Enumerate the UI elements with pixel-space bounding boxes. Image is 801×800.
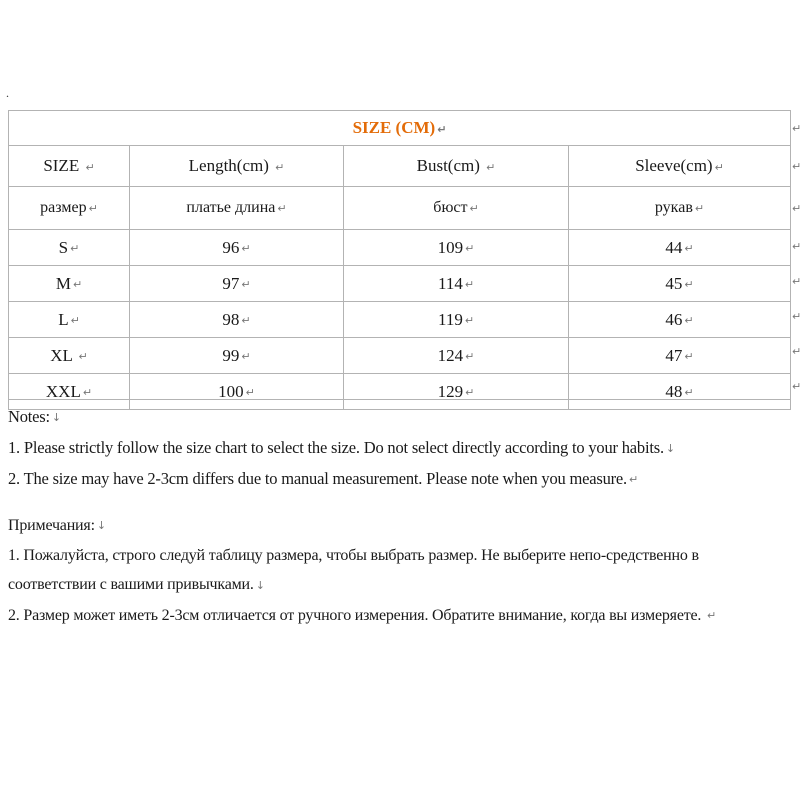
line-break-icon: ↓ [96, 519, 106, 533]
notes-heading-text: Notes: [8, 407, 50, 426]
notes-heading-ru [8, 511, 790, 541]
header-row [9, 146, 791, 187]
note-ru-2 [8, 601, 790, 631]
table-title-row [9, 111, 791, 146]
header-cell-length [130, 146, 344, 187]
row-end-mark-icon: ↵ [792, 202, 801, 215]
table-row [9, 230, 791, 266]
header-length-ru: платье длина [186, 199, 276, 216]
header-cell-size-ru [9, 187, 130, 230]
line-break-icon: ↓ [51, 411, 61, 425]
header-row-ru [9, 187, 791, 230]
paragraph-mark-icon: ↵ [684, 278, 694, 292]
row-end-mark-icon: ↵ [792, 122, 801, 135]
bust-value: 129 [437, 381, 464, 401]
paragraph-mark-icon: ↵ [85, 160, 95, 174]
bust-value: 114 [437, 273, 463, 293]
paragraph-mark-icon: ↵ [70, 314, 80, 328]
note-ru-1 [8, 541, 790, 601]
sleeve-value: 47 [665, 345, 683, 365]
cell-length [130, 266, 344, 302]
row-end-mark-icon: ↵ [792, 380, 801, 393]
notes-heading-ru-text: Примечания: [8, 516, 95, 534]
paragraph-mark-icon: ↵ [486, 160, 496, 174]
bust-value: 119 [437, 309, 463, 329]
row-end-mark-icon: ↵ [792, 310, 801, 323]
cell-size [9, 230, 130, 266]
paragraph-mark-icon: ↵ [72, 278, 83, 292]
table-row [9, 302, 791, 338]
size-value: XXL [45, 381, 81, 401]
bust-value: 124 [437, 345, 464, 365]
paragraph-mark-icon: ↵ [465, 242, 475, 256]
paragraph-mark-icon: ↵ [464, 314, 475, 328]
cell-sleeve [569, 302, 791, 338]
bust-value: 109 [437, 237, 464, 257]
header-cell-sleeve [569, 146, 791, 187]
note-en-1 [8, 433, 790, 464]
sleeve-value: 48 [665, 381, 683, 401]
paragraph-mark-icon: ↵ [465, 350, 475, 364]
paragraph-mark-icon: ↵ [241, 278, 251, 292]
paragraph-mark-icon: ↵ [464, 278, 475, 292]
size-value: XL [50, 345, 73, 365]
cell-sleeve [569, 266, 791, 302]
paragraph-mark-icon: ↵ [82, 386, 93, 400]
stray-dot: . [6, 86, 9, 100]
paragraph-mark-icon: ↵ [684, 350, 694, 364]
header-cell-sleeve-ru [569, 187, 791, 230]
header-length: Length(cm) [188, 156, 269, 175]
cell-bust [344, 266, 569, 302]
table-row [9, 266, 791, 302]
notes-heading-en [8, 402, 790, 433]
header-sleeve-ru: рукав [654, 199, 693, 216]
size-chart-table [8, 110, 791, 410]
size-value: M [55, 273, 71, 293]
length-value: 98 [222, 309, 240, 329]
note-en-2-text: 2. The size may have 2-3cm differs due to manual measurement. Please note when you measure. [8, 468, 627, 488]
notes-divider [8, 399, 790, 400]
notes-section [8, 402, 790, 631]
paragraph-mark-icon: ↵ [707, 609, 717, 623]
paragraph-mark-icon: ↵ [684, 242, 694, 256]
row-end-mark-icon: ↵ [792, 345, 801, 358]
paragraph-mark-icon: ↵ [714, 160, 724, 174]
paragraph-mark-icon: ↵ [437, 122, 447, 136]
paragraph-mark-icon: ↵ [465, 386, 475, 400]
paragraph-mark-icon: ↵ [628, 473, 639, 487]
note-ru-2-text: 2. Размер может иметь 2-3см отличается от ручного измерения. Обратите внимание, когда вы измеряете. [8, 606, 702, 624]
length-value: 96 [222, 237, 240, 257]
table-title: SIZE (CM) [352, 118, 436, 137]
paragraph-mark-icon: ↵ [275, 160, 285, 174]
paragraph-mark-icon: ↵ [78, 350, 88, 364]
length-value: 99 [222, 345, 240, 365]
row-end-mark-icon: ↵ [792, 275, 801, 288]
paragraph-mark-icon: ↵ [241, 242, 251, 256]
header-sleeve: Sleeve(cm) [635, 156, 713, 175]
cell-length [130, 302, 344, 338]
notes-gap [8, 495, 790, 511]
header-bust-ru: бюст [433, 199, 468, 216]
cell-sleeve [569, 230, 791, 266]
header-bust: Bust(cm) [416, 156, 480, 175]
paragraph-mark-icon: ↵ [684, 386, 694, 400]
header-cell-size [9, 146, 130, 187]
row-end-mark-icon: ↵ [792, 240, 801, 253]
cell-bust [344, 230, 569, 266]
size-value: S [58, 237, 69, 257]
paragraph-mark-icon: ↵ [694, 201, 705, 215]
header-cell-length-ru [130, 187, 344, 230]
cell-bust [344, 338, 569, 374]
sleeve-value: 45 [665, 273, 683, 293]
sleeve-value: 44 [665, 237, 683, 257]
length-value: 97 [222, 273, 240, 293]
header-cell-bust-ru [344, 187, 569, 230]
header-size-ru: размер [40, 199, 87, 216]
size-value: L [58, 309, 69, 329]
line-break-icon: ↓ [665, 442, 675, 456]
note-en-1-text: 1. Please strictly follow the size chart to select the size. Do not select directly according to your habits. [8, 437, 664, 457]
header-size: SIZE [43, 156, 80, 175]
table-title-cell [9, 111, 791, 146]
paragraph-mark-icon: ↵ [88, 201, 98, 215]
row-end-mark-icon: ↵ [792, 160, 801, 173]
line-break-icon: ↓ [255, 579, 265, 593]
note-ru-1-text: 1. Пожалуйста, строго следуй таблицу размера, чтобы выбрать размер. Не выберите непо-средственно в соответствии с вашими привычками. [8, 546, 699, 594]
cell-length [130, 230, 344, 266]
cell-size [9, 302, 130, 338]
cell-length [130, 338, 344, 374]
paragraph-mark-icon: ↵ [70, 242, 80, 256]
paragraph-mark-icon: ↵ [241, 350, 251, 364]
paragraph-mark-icon: ↵ [684, 314, 694, 328]
paragraph-mark-icon: ↵ [241, 314, 251, 328]
cell-size [9, 338, 130, 374]
paragraph-mark-icon: ↵ [469, 201, 479, 215]
cell-bust [344, 302, 569, 338]
paragraph-mark-icon: ↵ [277, 201, 287, 215]
table-row [9, 338, 791, 374]
cell-sleeve [569, 338, 791, 374]
cell-size [9, 266, 130, 302]
length-value: 100 [218, 381, 244, 401]
note-en-2 [8, 464, 790, 495]
sleeve-value: 46 [665, 309, 683, 329]
header-cell-bust [344, 146, 569, 187]
paragraph-mark-icon: ↵ [245, 386, 255, 400]
